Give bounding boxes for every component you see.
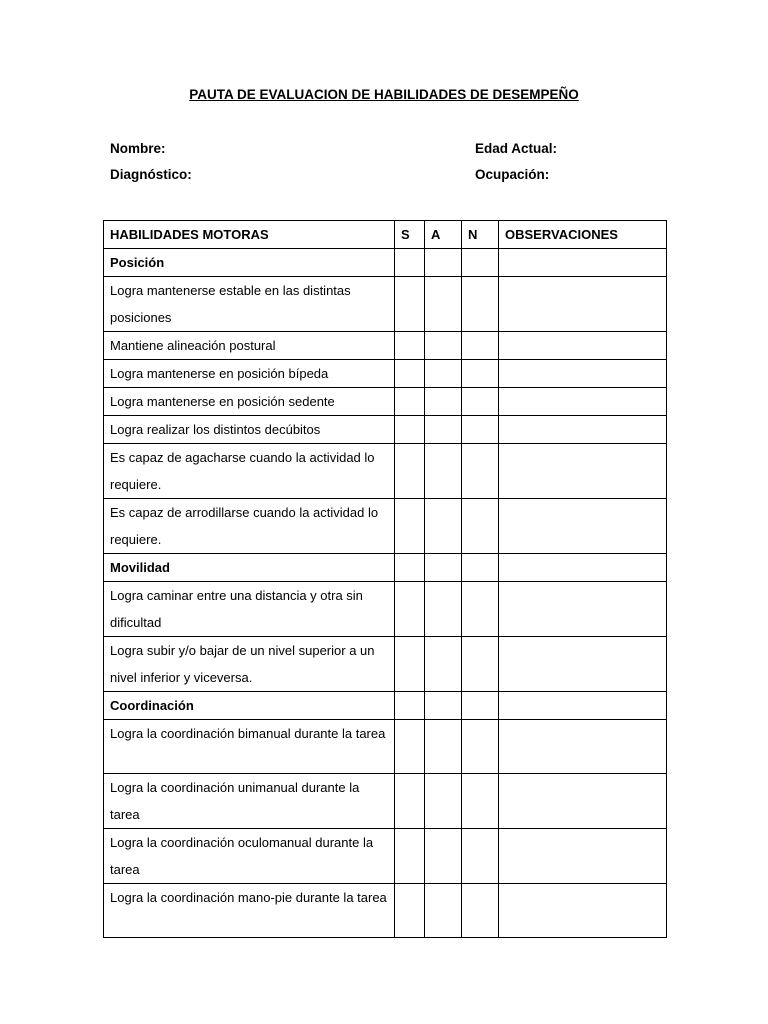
n-cell[interactable]	[462, 554, 499, 582]
n-cell[interactable]	[462, 332, 499, 360]
observaciones-cell[interactable]	[499, 637, 667, 692]
table-row	[104, 829, 667, 884]
a-cell[interactable]	[425, 416, 462, 444]
observaciones-cell[interactable]	[499, 692, 667, 720]
n-cell[interactable]	[462, 720, 499, 774]
s-cell[interactable]	[395, 637, 425, 692]
a-cell[interactable]	[425, 332, 462, 360]
header-habilidades: HABILIDADES MOTORAS	[104, 221, 395, 249]
skill-description: Logra la coordinación bimanual durante la tarea	[104, 720, 395, 774]
observaciones-cell[interactable]	[499, 416, 667, 444]
n-cell[interactable]	[462, 829, 499, 884]
a-cell[interactable]	[425, 249, 462, 277]
a-cell[interactable]	[425, 774, 462, 829]
section-title: Posición	[104, 249, 395, 277]
section-row	[104, 249, 667, 277]
diagnostico-label: Diagnóstico:	[110, 167, 192, 182]
n-cell[interactable]	[462, 416, 499, 444]
a-cell[interactable]	[425, 720, 462, 774]
s-cell[interactable]	[395, 388, 425, 416]
a-cell[interactable]	[425, 554, 462, 582]
n-cell[interactable]	[462, 444, 499, 499]
s-cell[interactable]	[395, 332, 425, 360]
s-cell[interactable]	[395, 444, 425, 499]
skill-description: Logra la coordinación oculomanual durante la tarea	[104, 829, 395, 884]
s-cell[interactable]	[395, 582, 425, 637]
observaciones-cell[interactable]	[499, 554, 667, 582]
s-cell[interactable]	[395, 884, 425, 938]
n-cell[interactable]	[462, 360, 499, 388]
n-cell[interactable]	[462, 388, 499, 416]
observaciones-cell[interactable]	[499, 249, 667, 277]
skill-description: Logra mantenerse en posición bípeda	[104, 360, 395, 388]
observaciones-cell[interactable]	[499, 444, 667, 499]
s-cell[interactable]	[395, 692, 425, 720]
table-row	[104, 360, 667, 388]
observaciones-cell[interactable]	[499, 332, 667, 360]
ocupacion-label: Ocupación:	[475, 167, 550, 182]
n-cell[interactable]	[462, 499, 499, 554]
a-cell[interactable]	[425, 692, 462, 720]
s-cell[interactable]	[395, 720, 425, 774]
observaciones-cell[interactable]	[499, 582, 667, 637]
table-row	[104, 499, 667, 554]
skill-description: Logra la coordinación mano-pie durante la tarea	[104, 884, 395, 938]
nombre-label: Nombre:	[110, 141, 166, 156]
s-cell[interactable]	[395, 277, 425, 332]
table-row	[104, 637, 667, 692]
n-cell[interactable]	[462, 582, 499, 637]
skill-description: Logra mantenerse estable en las distintas posiciones	[104, 277, 395, 332]
table-row	[104, 884, 667, 938]
observaciones-cell[interactable]	[499, 720, 667, 774]
table-row	[104, 774, 667, 829]
n-cell[interactable]	[462, 774, 499, 829]
a-cell[interactable]	[425, 444, 462, 499]
s-cell[interactable]	[395, 360, 425, 388]
observaciones-cell[interactable]	[499, 829, 667, 884]
skill-description: Logra caminar entre una distancia y otra sin dificultad	[104, 582, 395, 637]
table-row	[104, 332, 667, 360]
a-cell[interactable]	[425, 829, 462, 884]
observaciones-cell[interactable]	[499, 277, 667, 332]
evaluation-table	[103, 220, 667, 938]
observaciones-cell[interactable]	[499, 360, 667, 388]
header-observaciones: OBSERVACIONES	[499, 221, 667, 249]
s-cell[interactable]	[395, 416, 425, 444]
section-title: Movilidad	[104, 554, 395, 582]
skill-description: Es capaz de arrodillarse cuando la actividad lo requiere.	[104, 499, 395, 554]
header-s: S	[395, 221, 425, 249]
table-row	[104, 277, 667, 332]
section-row	[104, 692, 667, 720]
s-cell[interactable]	[395, 774, 425, 829]
observaciones-cell[interactable]	[499, 388, 667, 416]
header-n: N	[462, 221, 499, 249]
a-cell[interactable]	[425, 277, 462, 332]
table-row	[104, 416, 667, 444]
header-a: A	[425, 221, 462, 249]
a-cell[interactable]	[425, 388, 462, 416]
skill-description: Logra subir y/o bajar de un nivel superior a un nivel inferior y viceversa.	[104, 637, 395, 692]
s-cell[interactable]	[395, 554, 425, 582]
section-row	[104, 554, 667, 582]
table-row	[104, 388, 667, 416]
s-cell[interactable]	[395, 829, 425, 884]
n-cell[interactable]	[462, 249, 499, 277]
a-cell[interactable]	[425, 360, 462, 388]
s-cell[interactable]	[395, 249, 425, 277]
n-cell[interactable]	[462, 884, 499, 938]
skill-description: Mantiene alineación postural	[104, 332, 395, 360]
skill-description: Logra la coordinación unimanual durante la tarea	[104, 774, 395, 829]
s-cell[interactable]	[395, 499, 425, 554]
table-row	[104, 582, 667, 637]
table-row	[104, 444, 667, 499]
document-title: PAUTA DE EVALUACION DE HABILIDADES DE DESEMPEÑO	[189, 87, 579, 102]
edad-label: Edad Actual:	[475, 141, 558, 156]
observaciones-cell[interactable]	[499, 774, 667, 829]
a-cell[interactable]	[425, 637, 462, 692]
n-cell[interactable]	[462, 637, 499, 692]
table-row	[104, 720, 667, 774]
a-cell[interactable]	[425, 499, 462, 554]
observaciones-cell[interactable]	[499, 499, 667, 554]
observaciones-cell[interactable]	[499, 884, 667, 938]
skill-description: Logra realizar los distintos decúbitos	[104, 416, 395, 444]
table-body	[104, 249, 667, 938]
n-cell[interactable]	[462, 277, 499, 332]
skill-description: Logra mantenerse en posición sedente	[104, 388, 395, 416]
skill-description: Es capaz de agacharse cuando la actividad lo requiere.	[104, 444, 395, 499]
table-header-row	[104, 221, 667, 249]
a-cell[interactable]	[425, 884, 462, 938]
a-cell[interactable]	[425, 582, 462, 637]
section-title: Coordinación	[104, 692, 395, 720]
n-cell[interactable]	[462, 692, 499, 720]
